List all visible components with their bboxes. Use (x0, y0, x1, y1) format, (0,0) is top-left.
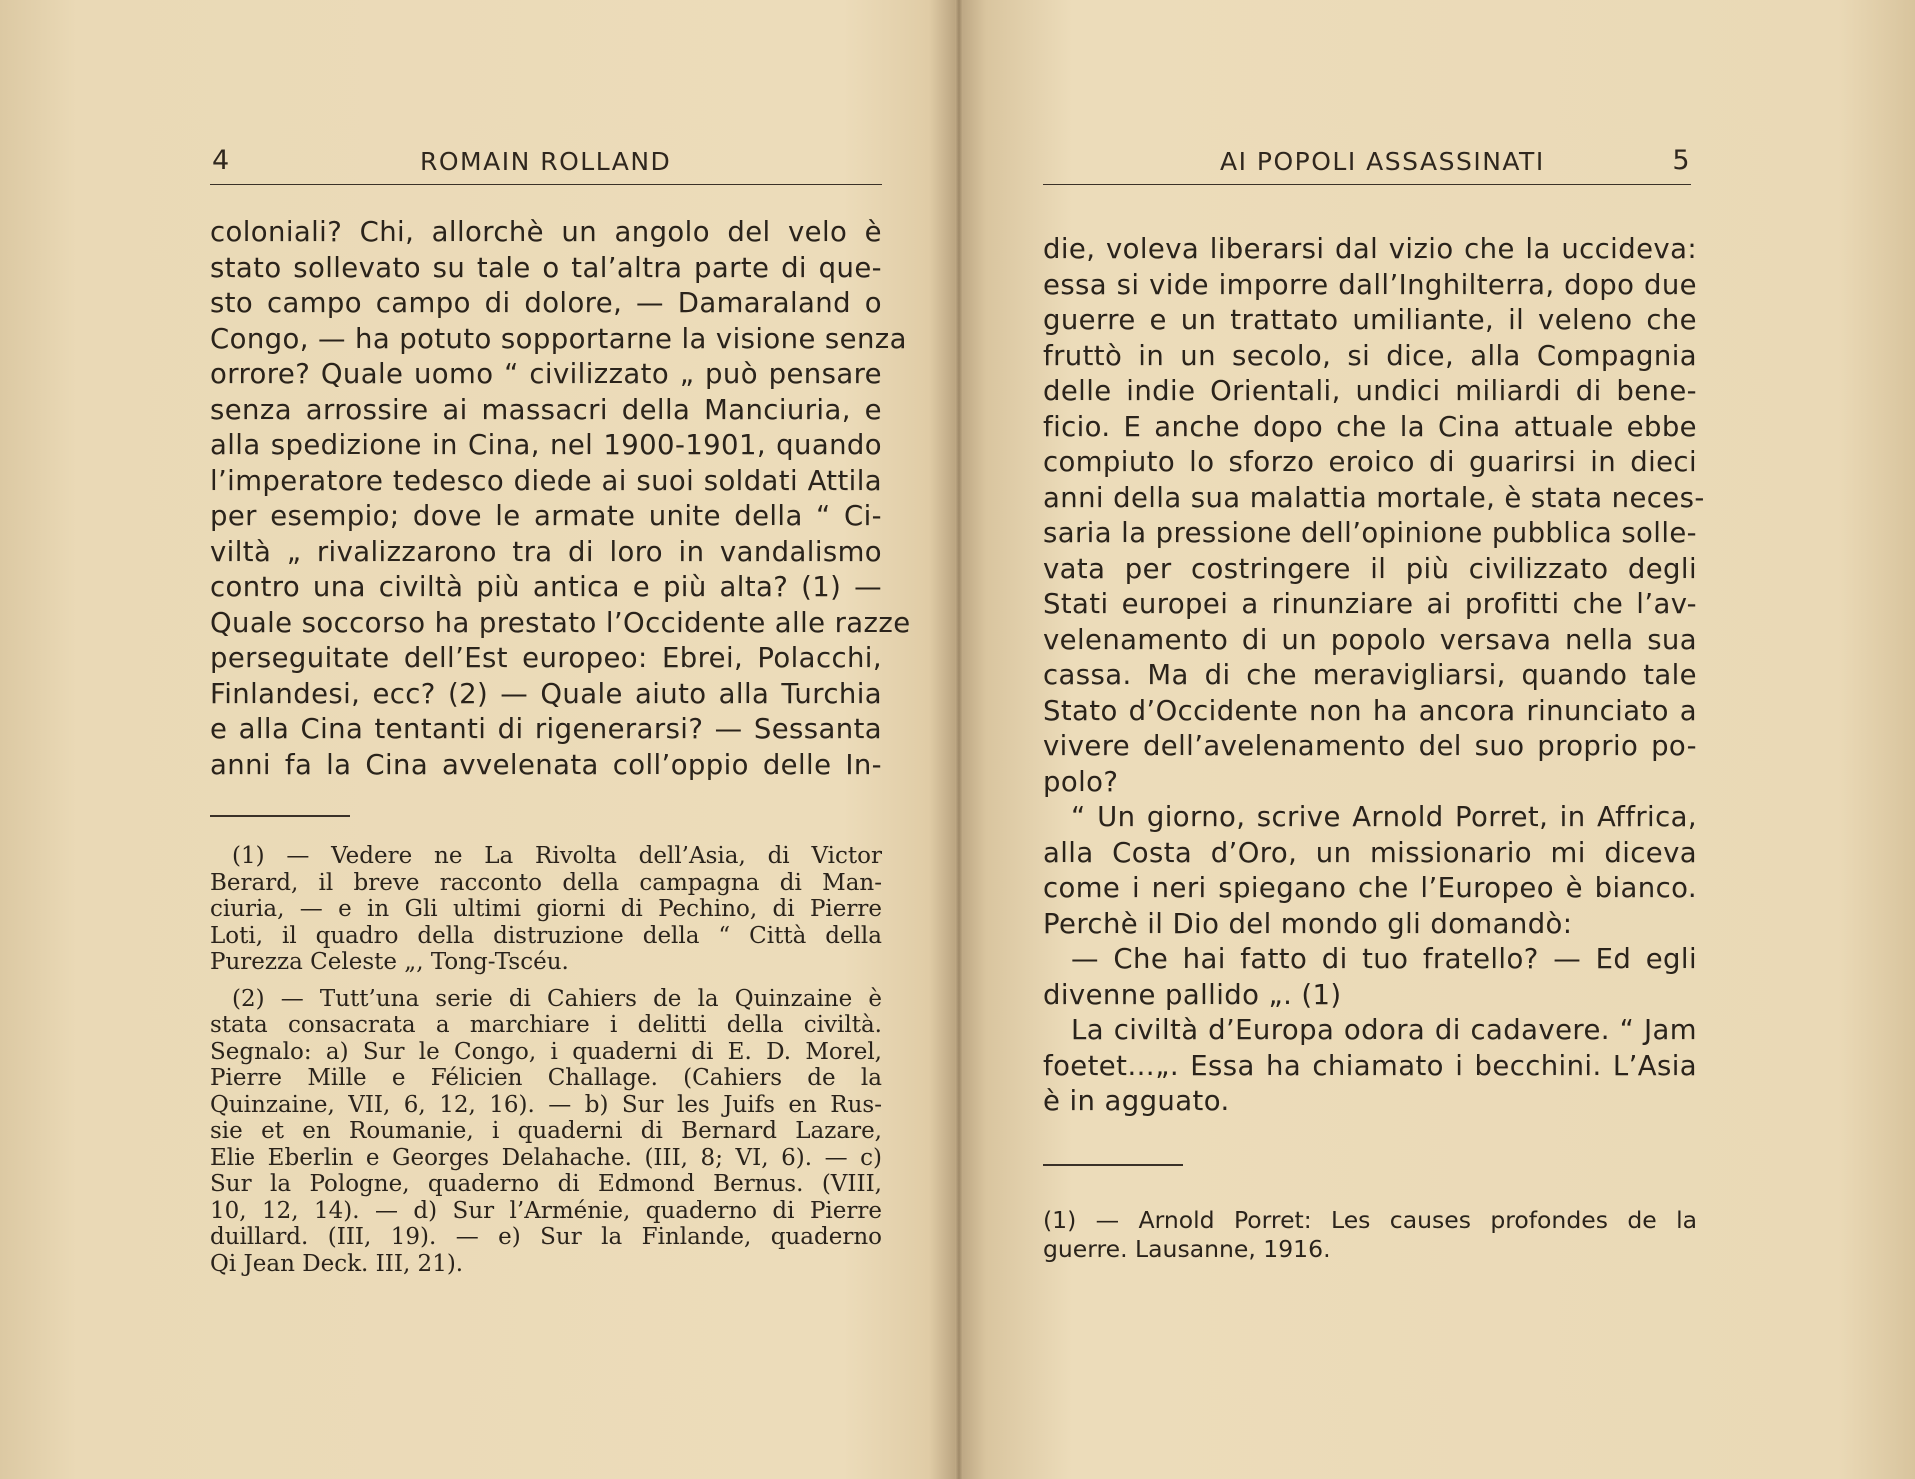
footnote-line: Segnalo: a) Sur le Congo, i quaderni di E. D. Morel, (210, 1038, 882, 1065)
footnote-line: Pierre Mille e Félicien Challage. (Cahiers de la (210, 1065, 882, 1091)
body-line: contro una civiltà più antica e più alta? (1) — (210, 571, 882, 603)
body-line: cassa. Ma di che meravigliarsi, quando tale (1043, 659, 1697, 691)
body-line: ficio. E anche dopo che la Cina attuale ebbe (1043, 410, 1697, 443)
right-page (963, 0, 1915, 1479)
body-line: anni della sua malattia mortale, è stata neces- (1043, 481, 1705, 514)
body-line: sto campo campo di dolore, — Damaraland o (210, 287, 882, 319)
running-head-right (1043, 140, 1691, 185)
body-line: alla spedizione in Cina, nel 1900-1901, quando (210, 429, 882, 461)
body-line: Congo, — ha potuto sopportarne la visione senza (210, 322, 907, 355)
body-line: “ Un giorno, scrive Arnold Porret, in Affrica, (1071, 801, 1697, 833)
body-line: perseguitate dell’Est europeo: Ebrei, Polacchi, (210, 642, 882, 674)
body-line: è in agguato. (1043, 1085, 1230, 1117)
body-line: die, voleva liberarsi dal vizio che la uccideva: (1043, 233, 1697, 265)
body-line: alla Costa d’Oro, un missionario mi diceva (1043, 836, 1697, 869)
page-number-right: 5 (1672, 145, 1691, 176)
footnote-line: Sur la Pologne, quaderno di Edmond Bernus. (VIII, (210, 1171, 882, 1197)
footnote-line: Loti, il quadro della distruzione della “ Città della (210, 922, 882, 949)
body-line: vivere dell’avelenamento del suo proprio po- (1043, 730, 1697, 762)
footnote-line: duillard. (III, 19). — e) Sur la Finlande, quaderno (210, 1224, 882, 1250)
footnote-line: (1) — Arnold Porret: Les causes profondes de la (1043, 1206, 1697, 1234)
body-line: come i neri spiegano che l’Europeo è bianco. (1043, 872, 1697, 904)
footnote-line: stata consacrata a marchiare i delitti della civiltà. (210, 1012, 882, 1038)
body-line: guerre e un trattato umiliante, il veleno che (1043, 304, 1697, 336)
body-line: essa si vide imporre dall’Inghilterra, dopo due (1043, 268, 1697, 301)
body-text-right (1043, 232, 1705, 1120)
footnote-line: ciuria, — e in Gli ultimi giorni di Pechino, di Pierre (210, 896, 882, 922)
body-line: Stati europei a rinunziare ai profitti che l’av- (1043, 588, 1697, 620)
body-line: orrore? Quale uomo “ civilizzato „ può pensare (210, 358, 882, 390)
running-head-left (210, 140, 882, 185)
footnote-2 (210, 986, 882, 1278)
running-head-title-left: ROMAIN ROLLAND (420, 147, 672, 176)
body-line: Quale soccorso ha prestato l’Occidente alle razze (210, 606, 911, 639)
footnote-1-right (1043, 1206, 1697, 1263)
body-line: La civiltà d’Europa odora di cadavere. “ Jam (1071, 1014, 1697, 1046)
body-line: per esempio; dove le armate unite della “ Ci- (210, 500, 882, 532)
footnote-line: Berard, il breve racconto della campagna di Man- (210, 869, 882, 896)
body-line: fruttò in un secolo, si dice, alla Compagnia (1043, 339, 1697, 372)
body-line: Perchè il Dio del mondo gli domandò: (1043, 907, 1573, 940)
body-line: foetet…„. Essa ha chiamato i becchini. L’Asia (1043, 1049, 1697, 1082)
footnote-line: 10, 12, 14). — d) Sur l’Arménie, quaderno di Pierre (210, 1197, 882, 1224)
footnotes-left (210, 843, 882, 1287)
body-text-left (210, 215, 911, 783)
footnote-line: Quinzaine, VII, 6, 12, 16). — b) Sur les Juifs en Rus- (210, 1091, 882, 1118)
body-line: e alla Cina tentanti di rigenerarsi? — Sessanta (210, 713, 882, 745)
body-line: anni fa la Cina avvelenata coll’oppio delle In- (210, 748, 882, 781)
body-line: velenamento di un popolo versava nella sua (1043, 623, 1697, 656)
footnote-line: Purezza Celeste „, Tong-Tscéu. (210, 949, 569, 975)
body-line: viltà „ rivalizzarono tra di loro in vandalismo (210, 535, 882, 568)
body-line: stato sollevato su tale o tal’altra parte di que- (210, 251, 882, 284)
footnote-line: (1) — Vedere ne La Rivolta dell’Asia, di Victor (232, 843, 882, 869)
footnote-rule-left (210, 815, 350, 817)
body-line: compiuto lo sforzo eroico di guarirsi in dieci (1043, 446, 1697, 478)
footnote-line: sie et en Roumanie, i quaderni di Bernard Lazare, (210, 1118, 882, 1144)
body-line: Finlandesi, ecc? (2) — Quale aiuto alla Turchia (210, 677, 882, 710)
body-line: saria la pressione dell’opinione pubblica solle- (1043, 517, 1697, 549)
page-number-left: 4 (212, 145, 231, 176)
body-line: delle indie Orientali, undici miliardi di bene- (1043, 375, 1697, 407)
footnote-1 (210, 843, 882, 976)
footnote-rule-right (1043, 1164, 1183, 1166)
body-line: polo? (1043, 765, 1119, 798)
footnote-line: guerre. Lausanne, 1916. (1043, 1234, 1331, 1263)
body-line: — Che hai fatto di tuo fratello? — Ed egli (1071, 943, 1697, 975)
footnotes-right (1043, 1206, 1697, 1273)
running-head-title-right: AI POPOLI ASSASSINATI (1220, 147, 1545, 176)
left-page (0, 0, 957, 1479)
body-line: senza arrossire ai massacri della Manciuria, e (210, 393, 882, 426)
body-line: l’imperatore tedesco diede ai suoi soldati Attila (210, 464, 882, 497)
body-line: coloniali? Chi, allorchè un angolo del velo è (210, 216, 882, 248)
footnote-line: Elie Eberlin e Georges Delahache. (III, 8; VI, 6). — c) (210, 1144, 882, 1171)
body-line: Stato d’Occidente non ha ancora rinunciato a (1043, 694, 1697, 727)
body-line: vata per costringere il più civilizzato degli (1043, 552, 1697, 585)
footnote-line: Qi Jean Deck. III, 21). (210, 1250, 464, 1277)
footnote-line: (2) — Tutt’una serie di Cahiers de la Quinzaine è (232, 985, 882, 1012)
body-line: divenne pallido „. (1) (1043, 978, 1342, 1011)
